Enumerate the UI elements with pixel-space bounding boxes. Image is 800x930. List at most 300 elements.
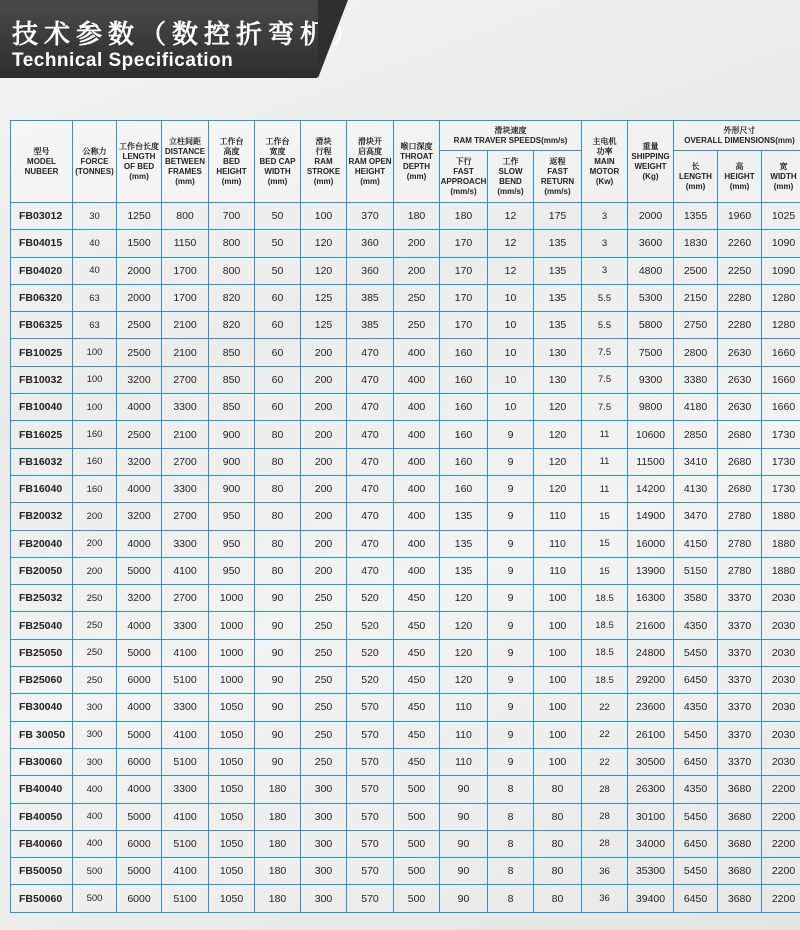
cell-distance-between-frames: 1150 [162, 230, 209, 257]
cell-force: 400 [73, 776, 117, 803]
cell-fast-return: 80 [534, 830, 582, 857]
cell-slow-bend: 9 [488, 530, 534, 557]
cell-fast-return: 135 [534, 257, 582, 284]
cell-width: 2200 [762, 830, 800, 857]
header-model: 型号 MODEL NUBEER [11, 121, 73, 203]
cell-main-motor: 11 [582, 475, 628, 502]
cell-main-motor: 36 [582, 885, 628, 912]
cell-main-motor: 28 [582, 803, 628, 830]
cell-height: 3680 [718, 858, 762, 885]
cell-throat-depth: 450 [394, 721, 440, 748]
table-row [11, 721, 800, 748]
cell-ram-stroke: 120 [301, 230, 347, 257]
cell-slow-bend: 10 [488, 366, 534, 393]
cell-main-motor: 15 [582, 557, 628, 584]
cell-shipping-weight: 29200 [628, 667, 674, 694]
cell-ram-open-height: 470 [347, 394, 394, 421]
table-row [11, 858, 800, 885]
cell-width: 2200 [762, 803, 800, 830]
cell-height: 3370 [718, 612, 762, 639]
cell-throat-depth: 400 [394, 394, 440, 421]
cell-slow-bend: 8 [488, 803, 534, 830]
header-ram-stroke: 滑块 行程 RAM STROKE (mm) [301, 121, 347, 203]
cell-bed-cap-width: 50 [255, 230, 301, 257]
header-height: 高 HEIGHT (mm) [718, 151, 762, 203]
cell-length-of-bed: 5000 [117, 858, 162, 885]
cell-height: 3370 [718, 667, 762, 694]
cell-bed-cap-width: 50 [255, 203, 301, 230]
cell-fast-approach: 135 [440, 503, 488, 530]
cell-height: 3370 [718, 639, 762, 666]
cell-main-motor: 3 [582, 230, 628, 257]
cell-shipping-weight: 5300 [628, 284, 674, 311]
cell-bed-height: 700 [209, 203, 255, 230]
cell-distance-between-frames: 2100 [162, 421, 209, 448]
cell-fast-approach: 160 [440, 421, 488, 448]
cell-fast-return: 100 [534, 612, 582, 639]
cell-main-motor: 7.5 [582, 366, 628, 393]
cell-ram-stroke: 300 [301, 803, 347, 830]
cell-length-of-bed: 3200 [117, 448, 162, 475]
cell-ram-open-height: 470 [347, 448, 394, 475]
cell-length: 5450 [674, 639, 718, 666]
cell-width: 2200 [762, 776, 800, 803]
cell-main-motor: 7.5 [582, 339, 628, 366]
cell-fast-approach: 120 [440, 612, 488, 639]
cell-bed-height: 820 [209, 312, 255, 339]
header-slow-bend: 工作 SLOW BEND (mm/s) [488, 151, 534, 203]
cell-fast-approach: 120 [440, 667, 488, 694]
cell-bed-cap-width: 180 [255, 803, 301, 830]
cell-shipping-weight: 9800 [628, 394, 674, 421]
cell-height: 1960 [718, 203, 762, 230]
cell-ram-open-height: 570 [347, 776, 394, 803]
cell-height: 3680 [718, 803, 762, 830]
header-length-of-bed: 工作台长度 LENGTH OF BED (mm) [117, 121, 162, 203]
cell-distance-between-frames: 5100 [162, 748, 209, 775]
cell-ram-open-height: 570 [347, 694, 394, 721]
table-row [11, 557, 800, 584]
cell-fast-return: 100 [534, 694, 582, 721]
cell-ram-open-height: 385 [347, 312, 394, 339]
cell-throat-depth: 500 [394, 885, 440, 912]
cell-distance-between-frames: 4100 [162, 721, 209, 748]
cell-force: 400 [73, 830, 117, 857]
cell-length: 4350 [674, 612, 718, 639]
table-row [11, 312, 800, 339]
cell-bed-height: 820 [209, 284, 255, 311]
cell-ram-open-height: 520 [347, 585, 394, 612]
cell-bed-cap-width: 60 [255, 339, 301, 366]
cell-force: 200 [73, 530, 117, 557]
cell-width: 2030 [762, 585, 800, 612]
cell-fast-approach: 90 [440, 803, 488, 830]
cell-ram-open-height: 470 [347, 503, 394, 530]
cell-model: FB40060 [11, 830, 73, 857]
cell-shipping-weight: 10600 [628, 421, 674, 448]
cell-width: 1730 [762, 475, 800, 502]
cell-throat-depth: 400 [394, 557, 440, 584]
cell-length: 4350 [674, 694, 718, 721]
cell-width: 2030 [762, 721, 800, 748]
cell-bed-cap-width: 60 [255, 312, 301, 339]
cell-bed-height: 800 [209, 257, 255, 284]
cell-throat-depth: 500 [394, 830, 440, 857]
cell-length-of-bed: 5000 [117, 639, 162, 666]
cell-height: 3370 [718, 748, 762, 775]
cell-model: FB16032 [11, 448, 73, 475]
cell-slow-bend: 9 [488, 475, 534, 502]
cell-length: 6450 [674, 667, 718, 694]
cell-bed-height: 900 [209, 421, 255, 448]
cell-width: 2030 [762, 612, 800, 639]
cell-height: 3680 [718, 885, 762, 912]
cell-bed-height: 900 [209, 448, 255, 475]
cell-main-motor: 15 [582, 503, 628, 530]
cell-distance-between-frames: 2700 [162, 366, 209, 393]
cell-throat-depth: 250 [394, 312, 440, 339]
cell-shipping-weight: 3600 [628, 230, 674, 257]
cell-length: 4130 [674, 475, 718, 502]
cell-main-motor: 5.5 [582, 284, 628, 311]
cell-force: 100 [73, 366, 117, 393]
cell-distance-between-frames: 2700 [162, 503, 209, 530]
cell-distance-between-frames: 4100 [162, 557, 209, 584]
cell-fast-return: 110 [534, 557, 582, 584]
cell-ram-stroke: 250 [301, 612, 347, 639]
cell-distance-between-frames: 5100 [162, 885, 209, 912]
cell-width: 1880 [762, 530, 800, 557]
cell-bed-cap-width: 80 [255, 475, 301, 502]
cell-length-of-bed: 2500 [117, 339, 162, 366]
table-row [11, 885, 800, 912]
cell-fast-approach: 160 [440, 339, 488, 366]
cell-length-of-bed: 3200 [117, 585, 162, 612]
cell-fast-approach: 110 [440, 748, 488, 775]
table-row [11, 612, 800, 639]
cell-bed-cap-width: 180 [255, 776, 301, 803]
header-width: 宽 WIDTH (mm) [762, 151, 800, 203]
cell-throat-depth: 180 [394, 203, 440, 230]
cell-ram-stroke: 250 [301, 694, 347, 721]
cell-force: 200 [73, 557, 117, 584]
cell-force: 250 [73, 612, 117, 639]
cell-throat-depth: 250 [394, 284, 440, 311]
cell-width: 1660 [762, 366, 800, 393]
cell-slow-bend: 9 [488, 721, 534, 748]
cell-width: 2030 [762, 694, 800, 721]
cell-shipping-weight: 7500 [628, 339, 674, 366]
cell-fast-return: 120 [534, 448, 582, 475]
cell-height: 2780 [718, 557, 762, 584]
cell-ram-open-height: 470 [347, 530, 394, 557]
table-row [11, 394, 800, 421]
cell-fast-return: 80 [534, 776, 582, 803]
cell-width: 1660 [762, 339, 800, 366]
cell-length: 5450 [674, 803, 718, 830]
table-row [11, 830, 800, 857]
cell-model: FB16025 [11, 421, 73, 448]
cell-force: 250 [73, 667, 117, 694]
cell-shipping-weight: 16000 [628, 530, 674, 557]
table-row [11, 803, 800, 830]
cell-height: 3680 [718, 776, 762, 803]
cell-width: 1660 [762, 394, 800, 421]
cell-force: 63 [73, 312, 117, 339]
cell-force: 100 [73, 339, 117, 366]
cell-fast-return: 100 [534, 585, 582, 612]
cell-length-of-bed: 1250 [117, 203, 162, 230]
cell-shipping-weight: 14900 [628, 503, 674, 530]
cell-shipping-weight: 26300 [628, 776, 674, 803]
cell-bed-height: 950 [209, 503, 255, 530]
cell-ram-stroke: 250 [301, 721, 347, 748]
cell-throat-depth: 500 [394, 858, 440, 885]
cell-ram-open-height: 520 [347, 639, 394, 666]
cell-slow-bend: 8 [488, 885, 534, 912]
spec-table [10, 120, 800, 913]
table-row [11, 203, 800, 230]
cell-ram-stroke: 125 [301, 312, 347, 339]
cell-length: 2850 [674, 421, 718, 448]
cell-model: FB 30050 [11, 721, 73, 748]
cell-width: 2030 [762, 667, 800, 694]
cell-ram-open-height: 520 [347, 667, 394, 694]
cell-ram-open-height: 370 [347, 203, 394, 230]
cell-fast-approach: 90 [440, 830, 488, 857]
cell-bed-height: 1000 [209, 612, 255, 639]
cell-distance-between-frames: 3300 [162, 530, 209, 557]
cell-bed-height: 1000 [209, 639, 255, 666]
cell-force: 30 [73, 203, 117, 230]
cell-width: 1730 [762, 421, 800, 448]
cell-width: 2030 [762, 748, 800, 775]
header-length: 长 LENGTH (mm) [674, 151, 718, 203]
table-row [11, 748, 800, 775]
cell-model: FB20040 [11, 530, 73, 557]
cell-model: FB16040 [11, 475, 73, 502]
cell-bed-cap-width: 60 [255, 284, 301, 311]
cell-ram-open-height: 360 [347, 230, 394, 257]
cell-ram-stroke: 300 [301, 776, 347, 803]
cell-shipping-weight: 2000 [628, 203, 674, 230]
cell-length-of-bed: 2000 [117, 257, 162, 284]
cell-distance-between-frames: 2100 [162, 312, 209, 339]
cell-fast-return: 130 [534, 339, 582, 366]
cell-ram-stroke: 200 [301, 448, 347, 475]
cell-model: FB25040 [11, 612, 73, 639]
cell-force: 400 [73, 803, 117, 830]
cell-length-of-bed: 5000 [117, 557, 162, 584]
table-row [11, 694, 800, 721]
cell-main-motor: 28 [582, 776, 628, 803]
cell-ram-stroke: 200 [301, 557, 347, 584]
cell-length: 2150 [674, 284, 718, 311]
cell-length-of-bed: 3200 [117, 503, 162, 530]
cell-bed-cap-width: 80 [255, 448, 301, 475]
cell-model: FB10040 [11, 394, 73, 421]
table-row [11, 421, 800, 448]
cell-height: 3370 [718, 721, 762, 748]
cell-model: FB30060 [11, 748, 73, 775]
cell-shipping-weight: 5800 [628, 312, 674, 339]
cell-bed-cap-width: 90 [255, 721, 301, 748]
cell-bed-height: 1050 [209, 694, 255, 721]
cell-height: 3370 [718, 694, 762, 721]
cell-model: FB04015 [11, 230, 73, 257]
cell-ram-open-height: 570 [347, 830, 394, 857]
cell-height: 2280 [718, 284, 762, 311]
cell-slow-bend: 12 [488, 230, 534, 257]
cell-model: FB30040 [11, 694, 73, 721]
cell-length: 5450 [674, 858, 718, 885]
cell-ram-open-height: 570 [347, 885, 394, 912]
cell-model: FB20032 [11, 503, 73, 530]
cell-length: 1830 [674, 230, 718, 257]
spec-table-body [11, 203, 800, 913]
cell-fast-approach: 90 [440, 885, 488, 912]
cell-slow-bend: 12 [488, 203, 534, 230]
cell-length-of-bed: 4000 [117, 394, 162, 421]
cell-slow-bend: 9 [488, 557, 534, 584]
cell-ram-stroke: 200 [301, 394, 347, 421]
header-force: 公称力 FORCE (TONNES) [73, 121, 117, 203]
cell-bed-cap-width: 90 [255, 667, 301, 694]
cell-distance-between-frames: 5100 [162, 830, 209, 857]
header-throat-depth: 喉口深度 THROAT DEPTH (mm) [394, 121, 440, 203]
cell-bed-height: 1000 [209, 667, 255, 694]
table-row [11, 339, 800, 366]
cell-ram-open-height: 470 [347, 366, 394, 393]
cell-height: 2680 [718, 421, 762, 448]
cell-length: 2500 [674, 257, 718, 284]
cell-model: FB10025 [11, 339, 73, 366]
cell-throat-depth: 500 [394, 803, 440, 830]
cell-length: 1355 [674, 203, 718, 230]
cell-length-of-bed: 4000 [117, 694, 162, 721]
cell-length-of-bed: 3200 [117, 366, 162, 393]
cell-bed-cap-width: 180 [255, 858, 301, 885]
table-row [11, 530, 800, 557]
cell-fast-return: 135 [534, 312, 582, 339]
cell-model: FB50060 [11, 885, 73, 912]
cell-height: 2680 [718, 448, 762, 475]
cell-throat-depth: 400 [394, 475, 440, 502]
cell-main-motor: 3 [582, 257, 628, 284]
cell-fast-return: 135 [534, 230, 582, 257]
cell-ram-open-height: 360 [347, 257, 394, 284]
cell-length: 2800 [674, 339, 718, 366]
cell-fast-approach: 170 [440, 284, 488, 311]
cell-fast-return: 80 [534, 803, 582, 830]
cell-slow-bend: 9 [488, 694, 534, 721]
cell-length: 6450 [674, 748, 718, 775]
cell-main-motor: 22 [582, 721, 628, 748]
cell-length-of-bed: 6000 [117, 748, 162, 775]
cell-model: FB50050 [11, 858, 73, 885]
cell-slow-bend: 10 [488, 312, 534, 339]
cell-length: 6450 [674, 885, 718, 912]
cell-ram-stroke: 200 [301, 530, 347, 557]
cell-fast-approach: 90 [440, 776, 488, 803]
cell-throat-depth: 400 [394, 421, 440, 448]
table-row [11, 366, 800, 393]
cell-fast-return: 100 [534, 667, 582, 694]
cell-throat-depth: 400 [394, 339, 440, 366]
cell-ram-stroke: 250 [301, 639, 347, 666]
cell-main-motor: 18.5 [582, 585, 628, 612]
cell-ram-stroke: 250 [301, 585, 347, 612]
table-row [11, 475, 800, 502]
cell-model: FB06320 [11, 284, 73, 311]
header-ram-open-height: 滑块开 启高度 RAM OPEN HEIGHT (mm) [347, 121, 394, 203]
cell-length-of-bed: 2500 [117, 312, 162, 339]
cell-length-of-bed: 4000 [117, 530, 162, 557]
cell-model: FB06325 [11, 312, 73, 339]
cell-length-of-bed: 1500 [117, 230, 162, 257]
cell-ram-stroke: 200 [301, 503, 347, 530]
cell-main-motor: 36 [582, 858, 628, 885]
cell-width: 1280 [762, 312, 800, 339]
cell-shipping-weight: 34000 [628, 830, 674, 857]
cell-length-of-bed: 4000 [117, 776, 162, 803]
cell-bed-height: 1050 [209, 803, 255, 830]
header-bed-cap-width: 工作台 宽度 BED CAP WIDTH (mm) [255, 121, 301, 203]
cell-shipping-weight: 9300 [628, 366, 674, 393]
cell-force: 63 [73, 284, 117, 311]
cell-fast-approach: 160 [440, 475, 488, 502]
cell-slow-bend: 9 [488, 748, 534, 775]
cell-fast-approach: 170 [440, 312, 488, 339]
cell-width: 2200 [762, 885, 800, 912]
cell-main-motor: 18.5 [582, 667, 628, 694]
cell-throat-depth: 450 [394, 748, 440, 775]
table-row [11, 639, 800, 666]
cell-slow-bend: 8 [488, 830, 534, 857]
cell-ram-open-height: 470 [347, 421, 394, 448]
cell-ram-open-height: 570 [347, 748, 394, 775]
header-ram-speeds-group: 滑块速度 RAM TRAVER SPEEDS(mm/s) [440, 121, 582, 151]
cell-main-motor: 11 [582, 421, 628, 448]
cell-main-motor: 22 [582, 694, 628, 721]
cell-bed-cap-width: 80 [255, 530, 301, 557]
header-shipping-weight: 重量 SHIPPING WEIGHT (Kg) [628, 121, 674, 203]
cell-throat-depth: 400 [394, 366, 440, 393]
cell-length-of-bed: 4000 [117, 612, 162, 639]
cell-length: 5150 [674, 557, 718, 584]
cell-distance-between-frames: 1700 [162, 257, 209, 284]
cell-fast-return: 100 [534, 721, 582, 748]
cell-bed-cap-width: 80 [255, 503, 301, 530]
header-bed-height: 工作台 高度 BED HEIGHT (mm) [209, 121, 255, 203]
cell-force: 160 [73, 475, 117, 502]
cell-slow-bend: 9 [488, 612, 534, 639]
cell-slow-bend: 10 [488, 284, 534, 311]
cell-fast-approach: 180 [440, 203, 488, 230]
cell-fast-return: 135 [534, 284, 582, 311]
table-row [11, 448, 800, 475]
cell-shipping-weight: 21600 [628, 612, 674, 639]
cell-shipping-weight: 30500 [628, 748, 674, 775]
cell-ram-stroke: 120 [301, 257, 347, 284]
page-title-chinese: 技术参数（数控折弯机） [12, 20, 365, 50]
cell-ram-stroke: 200 [301, 366, 347, 393]
cell-height: 2630 [718, 366, 762, 393]
cell-bed-height: 950 [209, 530, 255, 557]
cell-bed-cap-width: 180 [255, 885, 301, 912]
cell-ram-stroke: 250 [301, 748, 347, 775]
cell-length-of-bed: 6000 [117, 830, 162, 857]
